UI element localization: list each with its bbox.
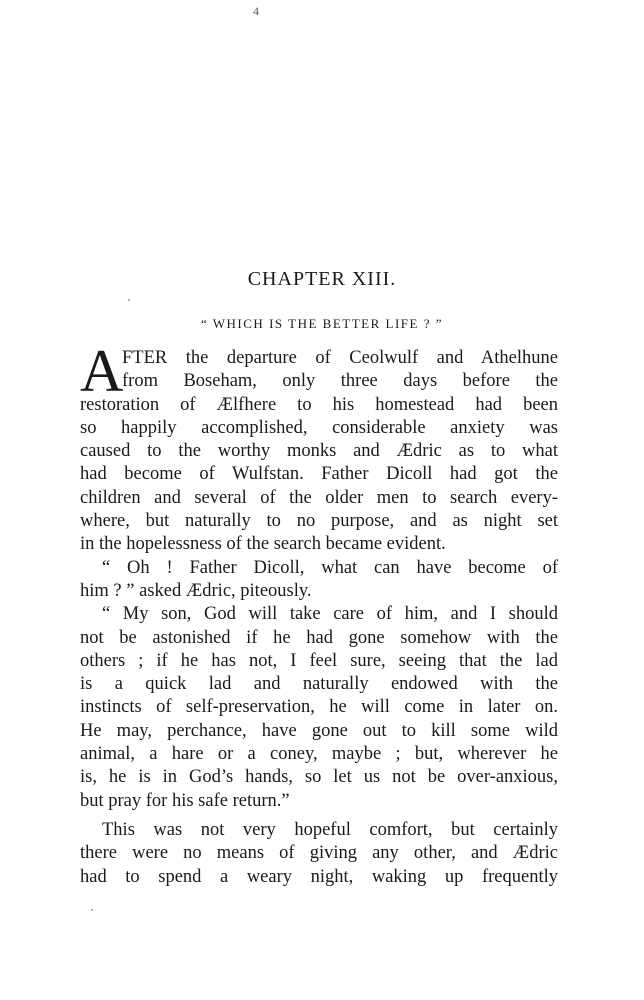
text-line: restoration of Ælfhere to his homestead had been xyxy=(80,394,558,415)
text-line: children and several of the older men to search every- xyxy=(80,487,558,508)
paragraph-3 xyxy=(80,603,558,813)
text-line: but pray for his safe return.” xyxy=(80,790,290,811)
text-line: from Boseham, only three days before the xyxy=(122,371,558,392)
text-line: so happily accomplished, considerable anxiety was xyxy=(80,417,558,438)
speck-2 xyxy=(91,909,93,911)
paragraph-2 xyxy=(80,557,558,604)
body-text xyxy=(80,338,558,889)
page-mark: 4 xyxy=(253,4,259,18)
speck-1 xyxy=(128,299,130,301)
text-line: caused to the worthy monks and Ædric as to what xyxy=(80,441,558,462)
text-line: is a quick lad and naturally endowed with the xyxy=(80,674,558,695)
text-line: him ? ” asked Ædric, piteously. xyxy=(80,580,312,601)
paragraph-1 xyxy=(80,338,558,557)
text-line: others ; if he has not, I feel sure, seeing that the lad xyxy=(80,650,558,671)
text-line: where, but naturally to no purpose, and as night set xyxy=(80,511,558,532)
drop-cap: A xyxy=(80,338,124,404)
chapter-heading: CHAPTER XIII. xyxy=(247,268,397,290)
text-line: He may, perchance, have gone out to kill some wild xyxy=(80,720,558,741)
text-line: there were no means of giving any other, and Ædric xyxy=(80,843,558,864)
text-line: had to spend a weary night, waking up frequently xyxy=(80,866,558,887)
text-line: instincts of self-preservation, he will come in later on. xyxy=(80,697,558,718)
text-line: animal, a hare or a coney, maybe ; but, wherever he xyxy=(80,744,558,765)
text-line: not be astonished if he had gone somehow with the xyxy=(80,627,558,648)
text-line: “ My son, God will take care of him, and I should xyxy=(102,604,558,625)
text-line: is, he is in God’s hands, so let us not be over-anxious, xyxy=(80,767,558,788)
text-line: This was not very hopeful comfort, but certainly xyxy=(102,819,558,840)
paragraph-4 xyxy=(80,819,558,889)
text-line: in the hopelessness of the search became evident. xyxy=(80,534,446,555)
text-line: had become of Wulfstan. Father Dicoll had got the xyxy=(80,464,558,485)
text-line: FTER the departure of Ceolwulf and Athelhune xyxy=(122,348,558,368)
chapter-title: “ WHICH IS THE BETTER LIFE ? ” xyxy=(200,316,443,331)
text-line: “ Oh ! Father Dicoll, what can have become of xyxy=(102,557,558,578)
